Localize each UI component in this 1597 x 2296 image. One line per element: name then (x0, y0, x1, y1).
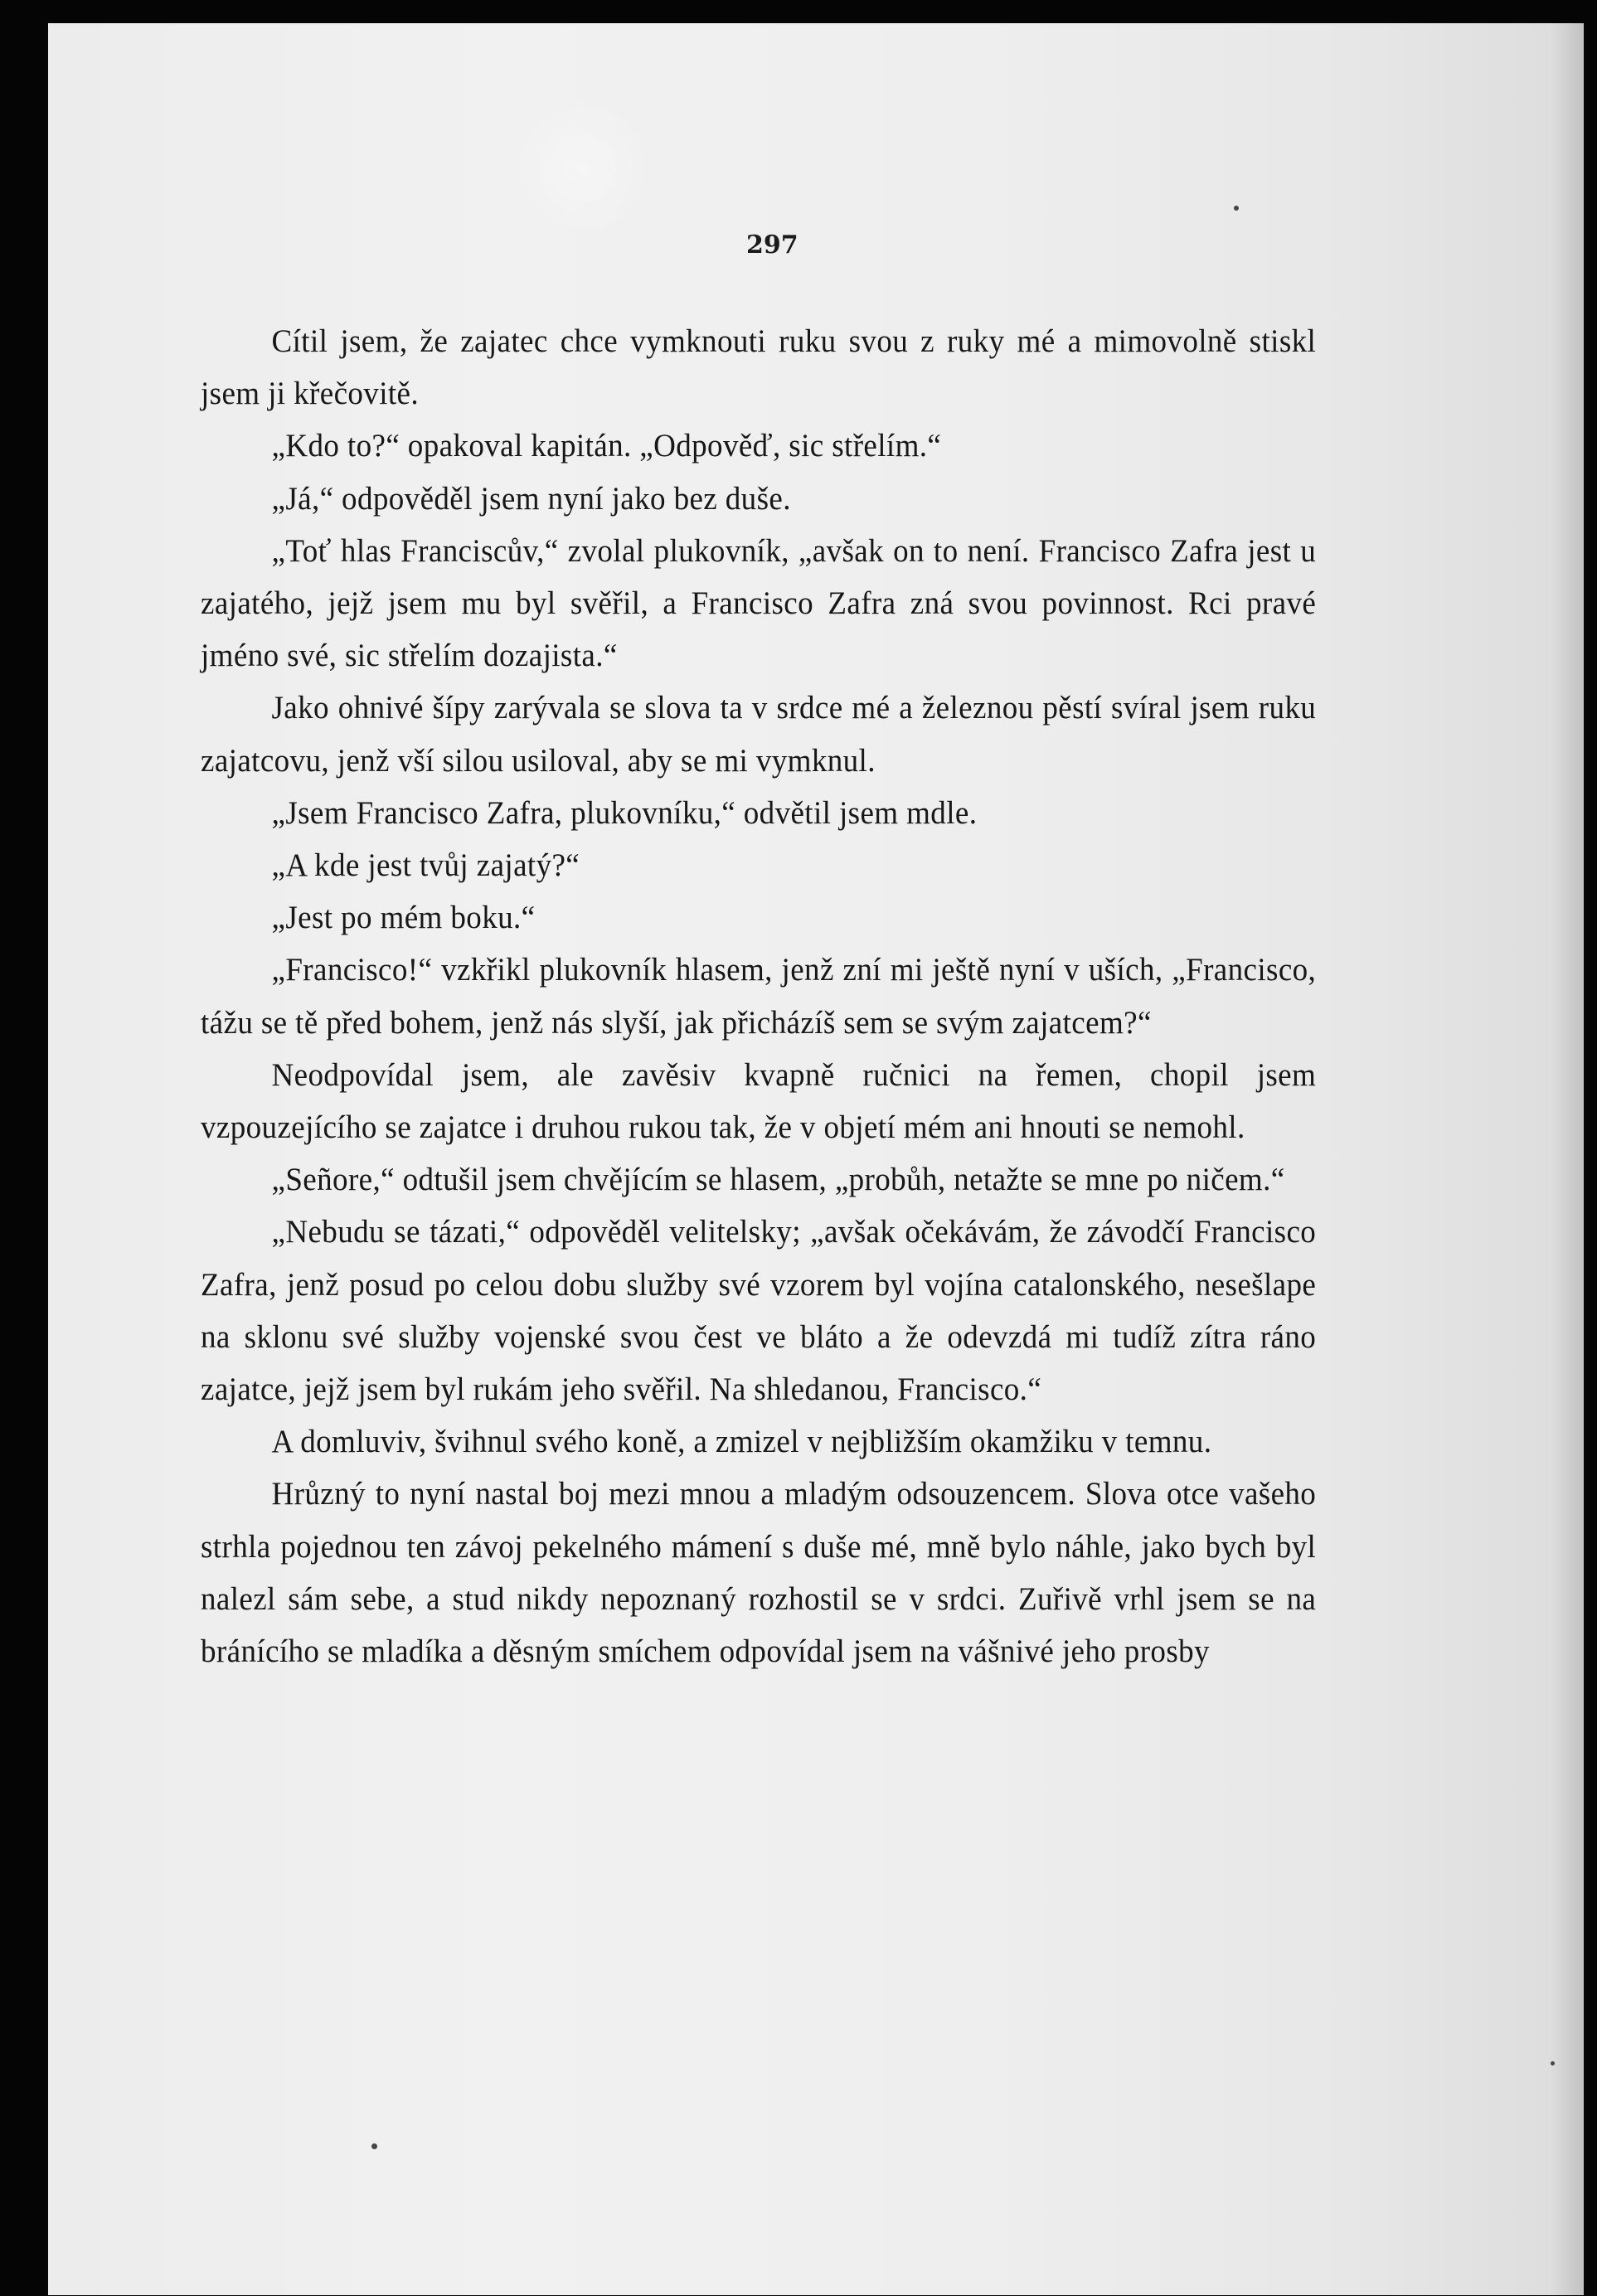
paragraph: „Toť hlas Franciscův,“ zvolal plukovník, „avšak on to není. Francisco Zafra jest u zajatého, jejž jsem mu byl svěřil, a Francisco Zafra zná svou povinnost. Rci pravé jméno své, sic střelím dozajista.“ (201, 532, 1317, 674)
paragraph: Neodpovídal jsem, ale zavěsiv kvapně ručnici na řemen, chopil jsem vzpouzejícího se zajatce i druhou rukou tak, že v objetí mém ani hnouti se nemohl. (201, 1056, 1317, 1146)
paragraph: Hrůzný to nyní nastal boj mezi mnou a mladým odsouzencem. Slova otce vašeho strhla pojednou ten závoj pekelného mámení s duše mé, mně bylo náhle, jako bych byl nalezl sám sebe, a stud nikdy nepoznaný rozhostil se v srdci. Zuřivě vrhl jsem se na bránícího se mladíka a děsným smíchem odpovídal jsem na vášnivé jeho prosby (201, 1476, 1317, 1670)
page-number: 297 (746, 231, 798, 260)
paragraph: „Jest po mém boku.“ (271, 900, 536, 936)
paragraph: „Jsem Francisco Zafra, plukovníku,“ odvětil jsem mdle. (271, 794, 978, 831)
body-text (201, 315, 1316, 1677)
ink-speck (371, 2143, 377, 2149)
paragraph: „Nebudu se tázati,“ odpověděl velitelsky; „avšak očekávám, že závodčí Francisco Zafra, jenž posud po celou dobu služby své vzorem byl vojína catalonského, nesešlape na sklonu své služby vojenské svou čest ve bláto a že odevzdá mi tudíž zítra ráno zajatce, jejž jsem byl rukám jeho svěřil. Na shledanou, Francisco.“ (201, 1214, 1317, 1408)
paragraph: „A kde jest tvůj zajatý?“ (271, 847, 580, 884)
paper-stain (512, 98, 653, 239)
ink-speck (1551, 2061, 1555, 2065)
paragraph: „Já,“ odpověděl jsem nyní jako bez duše. (271, 480, 791, 517)
page-edge-shadow (1551, 23, 1584, 2295)
paragraph: Cítil jsem, že zajatec chce vymknouti ruku svou z ruky mé a mimovolně stiskl jsem ji křečovitě. (201, 323, 1317, 412)
paragraph: „Señore,“ odtušil jsem chvějícím se hlasem, „probůh, netažte se mne po ničem.“ (271, 1162, 1285, 1198)
book-page (48, 23, 1584, 2295)
paragraph: „Francisco!“ vzkřikl plukovník hlasem, jenž zní mi ještě nyní v uších, „Francisco, tážu se tě před bohem, jenž nás slyší, jak přicházíš sem se svým zajatcem?“ (201, 952, 1317, 1041)
ink-speck (1234, 206, 1239, 211)
paragraph: Jako ohnivé šípy zarývala se slova ta v srdce mé a železnou pěstí svíral jsem ruku zajatcovu, jenž vší silou usiloval, aby se mi vymknul. (201, 690, 1317, 779)
paragraph: A domluviv, švihnul svého koně, a zmizel v nejbližším okamžiku v temnu. (271, 1424, 1212, 1460)
paragraph: „Kdo to?“ opakoval kapitán. „Odpověď, sic střelím.“ (271, 428, 942, 464)
